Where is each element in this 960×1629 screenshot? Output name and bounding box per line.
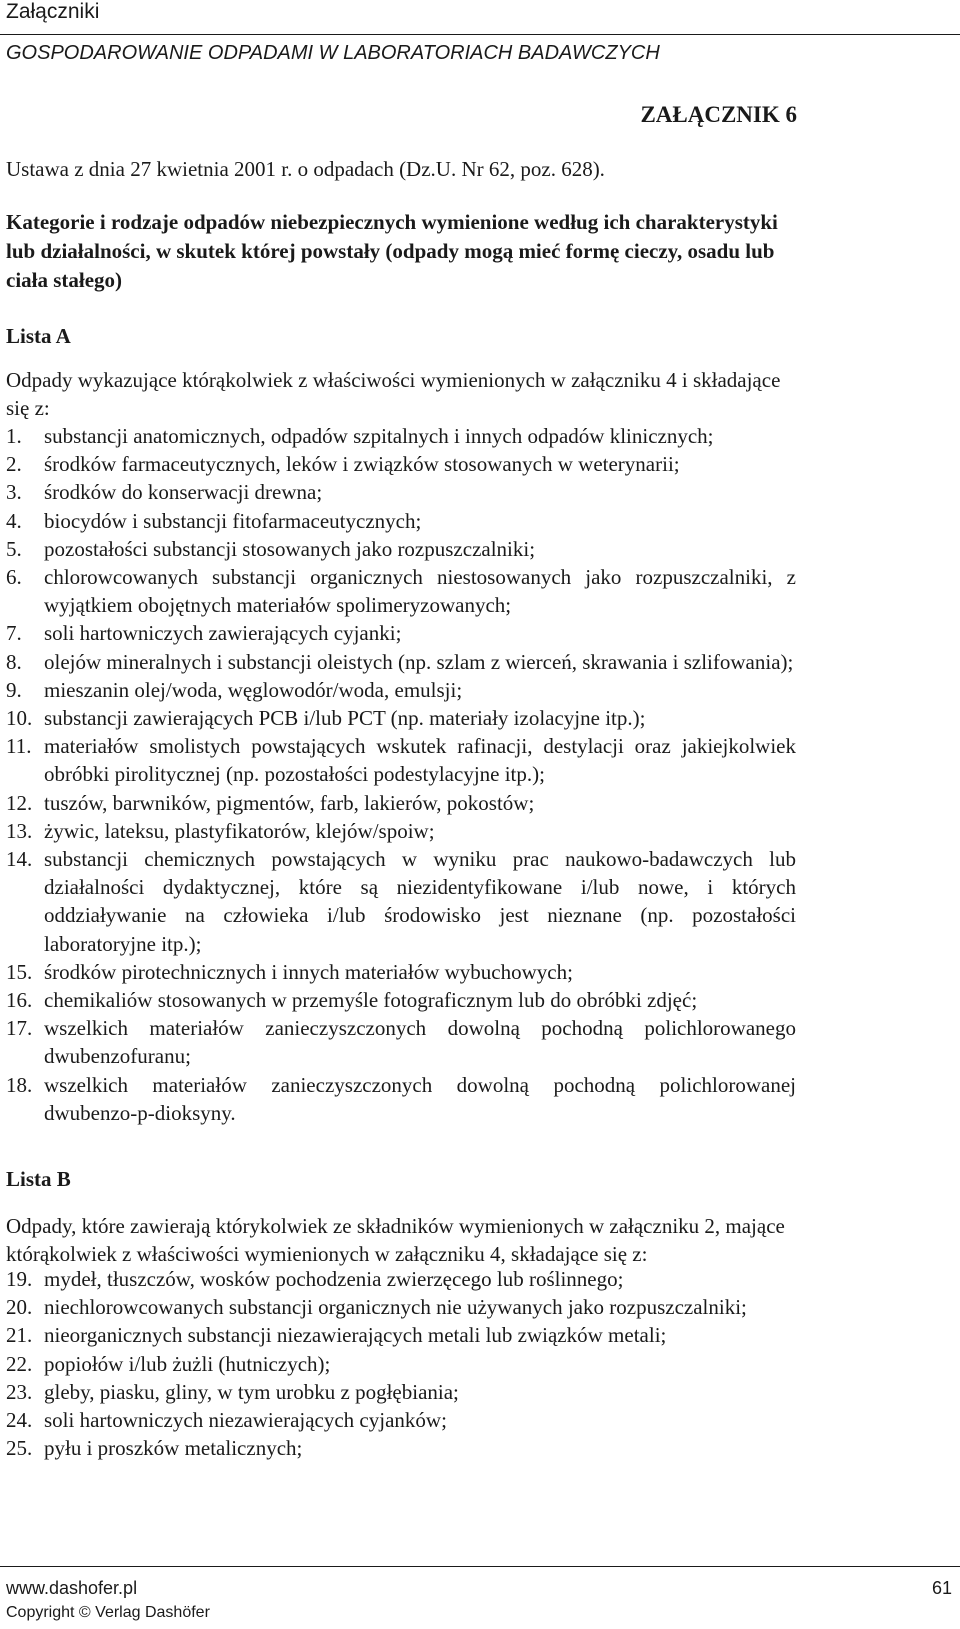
- list-item-number: 18.: [6, 1072, 33, 1097]
- list-item: [6, 619, 796, 647]
- list-item-text: olejów mineralnych i substancji oleistych (np. szlam z wierceń, skrawania i szlifowania);: [44, 649, 794, 674]
- list-a-intro: Odpady wykazujące którąkolwiek z właściwości wymienionych w załączniku 4 i składające się z:: [6, 368, 781, 421]
- list-item: [6, 648, 796, 676]
- list-item: [6, 986, 796, 1014]
- list-item: [6, 450, 796, 478]
- list-item: [6, 563, 796, 619]
- list-item-text: mieszanin olej/woda, węglowodór/woda, emulsji;: [44, 677, 463, 702]
- list-item: [6, 1350, 796, 1378]
- annex-label: ZAŁĄCZNIK 6: [640, 102, 797, 127]
- list-item-number: 21.: [6, 1323, 33, 1348]
- list-item-text: soli hartowniczych niezawierających cyjanków;: [44, 1408, 447, 1433]
- act-reference: Ustawa z dnia 27 kwietnia 2001 r. o odpadach (Dz.U. Nr 62, poz. 628).: [6, 157, 605, 181]
- list-item-number: 7.: [6, 621, 22, 646]
- list-item-text: biocydów i substancji fitofarmaceutycznych;: [44, 508, 422, 533]
- list-item-number: 15.: [6, 959, 33, 984]
- list-b: [6, 1265, 796, 1462]
- footer-url: www.dashofer.pl: [6, 1578, 138, 1598]
- list-item-text: materiałów smolistych powstających wskutek rafinacji, destylacji oraz jakiejkolwiek obróbki pirolitycznej (np. pozostałości podestylacyjne itp.);: [44, 734, 796, 787]
- header-title: GOSPODAROWANIE ODPADAMI W LABORATORIACH BADAWCZYCH: [6, 42, 660, 64]
- list-item-text: pozostałości substancji stosowanych jako rozpuszczalniki;: [44, 536, 536, 561]
- list-item: [6, 845, 796, 958]
- list-item-number: 6.: [6, 565, 22, 590]
- list-item-number: 14.: [6, 847, 33, 872]
- list-item: [6, 1434, 796, 1462]
- header-divider: [0, 34, 960, 35]
- document-heading: Kategorie i rodzaje odpadów niebezpiecznych wymienione według ich charakterystyki lub działalności, w skutek której powstały (odpady mogą mieć formę cieczy, osadu lub ciała stałego): [6, 210, 778, 292]
- list-item-number: 19.: [6, 1267, 33, 1291]
- list-item-text: popiołów i/lub żużli (hutniczych);: [44, 1351, 331, 1376]
- list-item-number: 5.: [6, 536, 22, 561]
- list-item: [6, 535, 796, 563]
- list-b-intro: Odpady, które zawierają którykolwiek ze składników wymienionych w załączniku 2, mające którąkolwiek z właściwości wymienionych w załączniku 4, składające się z:: [6, 1214, 785, 1267]
- footer-copyright: Copyright © Verlag Dashöfer: [6, 1604, 210, 1621]
- list-item-number: 20.: [6, 1295, 33, 1320]
- list-item-number: 16.: [6, 988, 33, 1013]
- list-item-number: 12.: [6, 790, 33, 815]
- list-item-text: chemikaliów stosowanych w przemyśle fotograficznym lub do obróbki zdjęć;: [44, 988, 698, 1013]
- list-item: [6, 507, 796, 535]
- list-item-number: 11.: [6, 734, 32, 759]
- page-number: 61: [931, 1578, 952, 1598]
- list-item-number: 1.: [6, 424, 22, 448]
- list-item-number: 23.: [6, 1379, 33, 1404]
- list-item-number: 24.: [6, 1408, 33, 1433]
- list-item-text: mydeł, tłuszczów, wosków pochodzenia zwierzęcego lub roślinnego;: [44, 1267, 624, 1291]
- list-item-text: substancji anatomicznych, odpadów szpitalnych i innych odpadów klinicznych;: [44, 424, 714, 448]
- list-item-text: chlorowcowanych substancji organicznych niestosowanych jako rozpuszczalniki, z wyjątkiem obojętnych materiałów spolimeryzowanych;: [44, 565, 796, 618]
- list-item-text: substancji zawierających PCB i/lub PCT (np. materiały izolacyjne itp.);: [44, 706, 646, 731]
- list-item-number: 8.: [6, 649, 22, 674]
- list-item: [6, 1321, 796, 1349]
- list-item: [6, 1406, 796, 1434]
- list-item-number: 17.: [6, 1016, 33, 1041]
- list-item: [6, 789, 796, 817]
- header-section: Załączniki: [6, 0, 100, 23]
- list-item: [6, 1293, 796, 1321]
- list-item-text: nieorganicznych substancji niezawierających metali lub związków metali;: [44, 1323, 667, 1348]
- list-item-text: tuszów, barwników, pigmentów, farb, lakierów, pokostów;: [44, 790, 535, 815]
- list-item-number: 2.: [6, 452, 22, 477]
- list-item-text: środków farmaceutycznych, leków i związków stosowanych w weterynarii;: [44, 452, 680, 477]
- list-item-text: wszelkich materiałów zanieczyszczonych dowolną pochodną polichlorowanej dwubenzo-p-dioksyny.: [44, 1072, 796, 1125]
- list-item-number: 25.: [6, 1436, 33, 1461]
- list-b-title: Lista B: [6, 1167, 71, 1191]
- list-item-number: 10.: [6, 706, 33, 731]
- footer-divider: [0, 1566, 960, 1567]
- list-item-text: żywic, lateksu, plastyfikatorów, klejów/spoiw;: [44, 818, 435, 843]
- list-item-number: 4.: [6, 508, 22, 533]
- list-item-number: 3.: [6, 480, 22, 505]
- list-a: [6, 422, 796, 1127]
- list-item-text: pyłu i proszków metalicznych;: [44, 1436, 303, 1461]
- list-item-text: soli hartowniczych zawierających cyjanki;: [44, 621, 402, 646]
- list-item-number: 13.: [6, 818, 33, 843]
- list-a-title: Lista A: [6, 324, 71, 348]
- list-item: [6, 478, 796, 506]
- list-item: [6, 1071, 796, 1127]
- list-item: [6, 422, 796, 450]
- list-item: [6, 958, 796, 986]
- list-item-text: środków pirotechnicznych i innych materiałów wybuchowych;: [44, 959, 573, 984]
- list-item: [6, 1014, 796, 1070]
- list-item-text: substancji chemicznych powstających w wyniku prac naukowo-badawczych lub działalności dydaktycznej, które są niezidentyfikowane i/lub nowe, i których oddziaływanie na człowieka i/lub środowisko jest nieznane (np. pozostałości laboratoryjne itp.);: [44, 847, 796, 956]
- list-item-text: wszelkich materiałów zanieczyszczonych dowolną pochodną polichlorowanego dwubenzofuranu;: [44, 1016, 796, 1069]
- list-item: [6, 732, 796, 788]
- list-item-number: 22.: [6, 1351, 33, 1376]
- list-item: [6, 704, 796, 732]
- list-item: [6, 676, 796, 704]
- list-item-text: niechlorowcowanych substancji organicznych nie używanych jako rozpuszczalniki;: [44, 1295, 747, 1320]
- list-item: [6, 1378, 796, 1406]
- list-item-text: gleby, piasku, gliny, w tym urobku z pogłębiania;: [44, 1379, 459, 1404]
- list-item: [6, 1265, 796, 1293]
- list-item-number: 9.: [6, 677, 22, 702]
- list-item-text: środków do konserwacji drewna;: [44, 480, 323, 505]
- list-item: [6, 817, 796, 845]
